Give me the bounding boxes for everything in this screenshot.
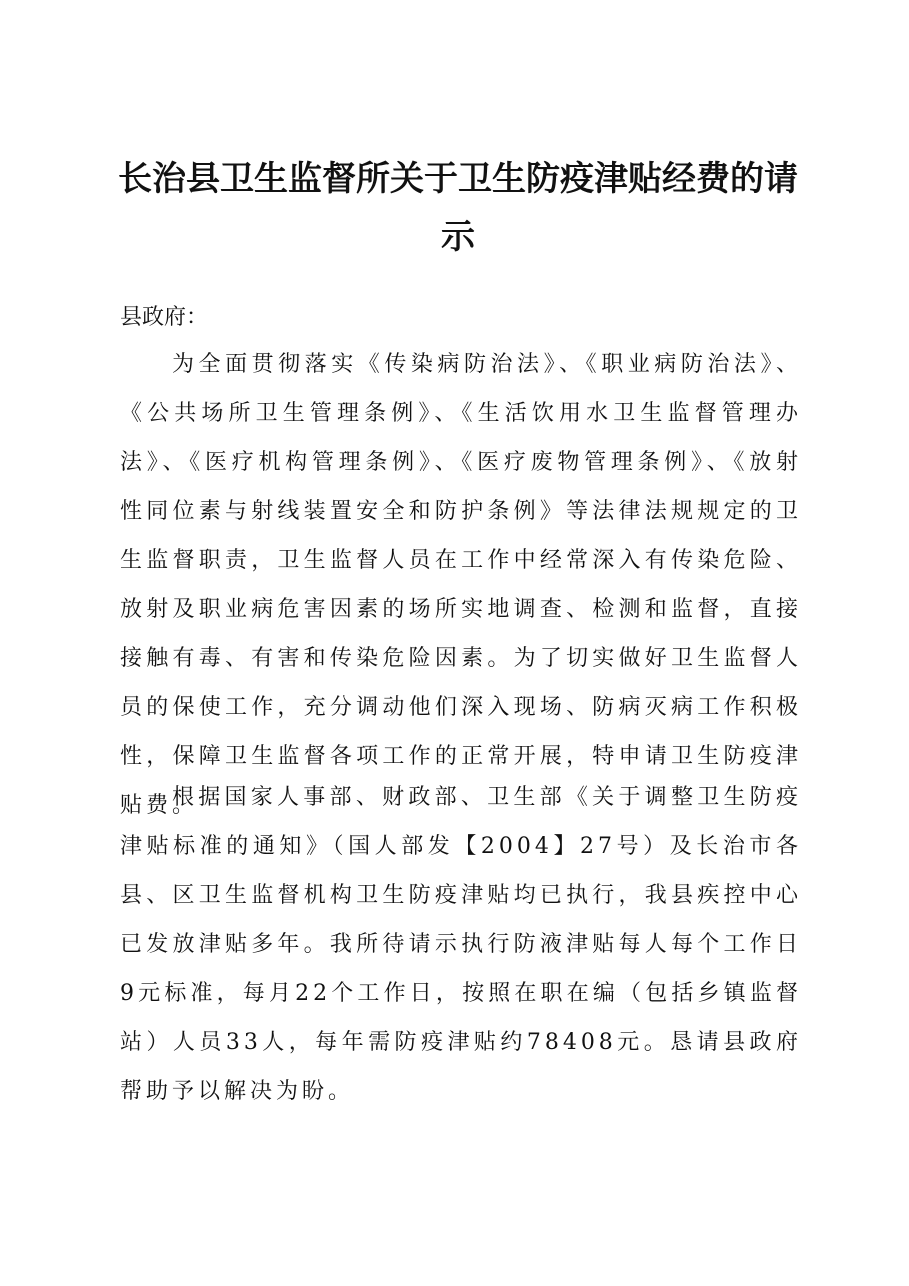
body-paragraph: 为全面贯彻落实《传染病防治法》、《职业病防治法》、《公共场所卫生管理条例》、《生活饮用水卫生监督管理办法》、《医疗机构管理条例》、《医疗废物管理条例》、《放射性同位素与射线装置安全和防护条例》等法律法规规定的卫生监督职责，卫生监督人员在工作中经常深入有传染危险、放射及职业病危害因素的场所实地调查、检测和监督，直接接触有毒、有害和传染危险因素。为了切实做好卫生监督人员的保使工作，充分调动他们深入现场、防病灭病工作积极性，保障卫生监督各项工作的正常开展，特申请卫生防疫津贴费。	[120, 352, 802, 818]
body-paragraph: 根据国家人事部、财政部、卫生部《关于调整卫生防疫津贴标准的通知》（国人部发【2004】27号）及长治市各县、区卫生监督机构卫生防疫津贴均已执行，我县疾控中心已发放津贴多年。我所待请示执行防液津贴每人每个工作日9元标准，每月22个工作日，按照在职在编（包括乡镇监督站）人员33人，每年需防疫津贴约78408元。恳请县政府帮助予以解决为盼。	[120, 785, 802, 1104]
document-title: 长治县卫生监督所关于卫生防疫津贴经费的请示	[118, 159, 798, 257]
salutation: 县政府：	[120, 305, 209, 330]
